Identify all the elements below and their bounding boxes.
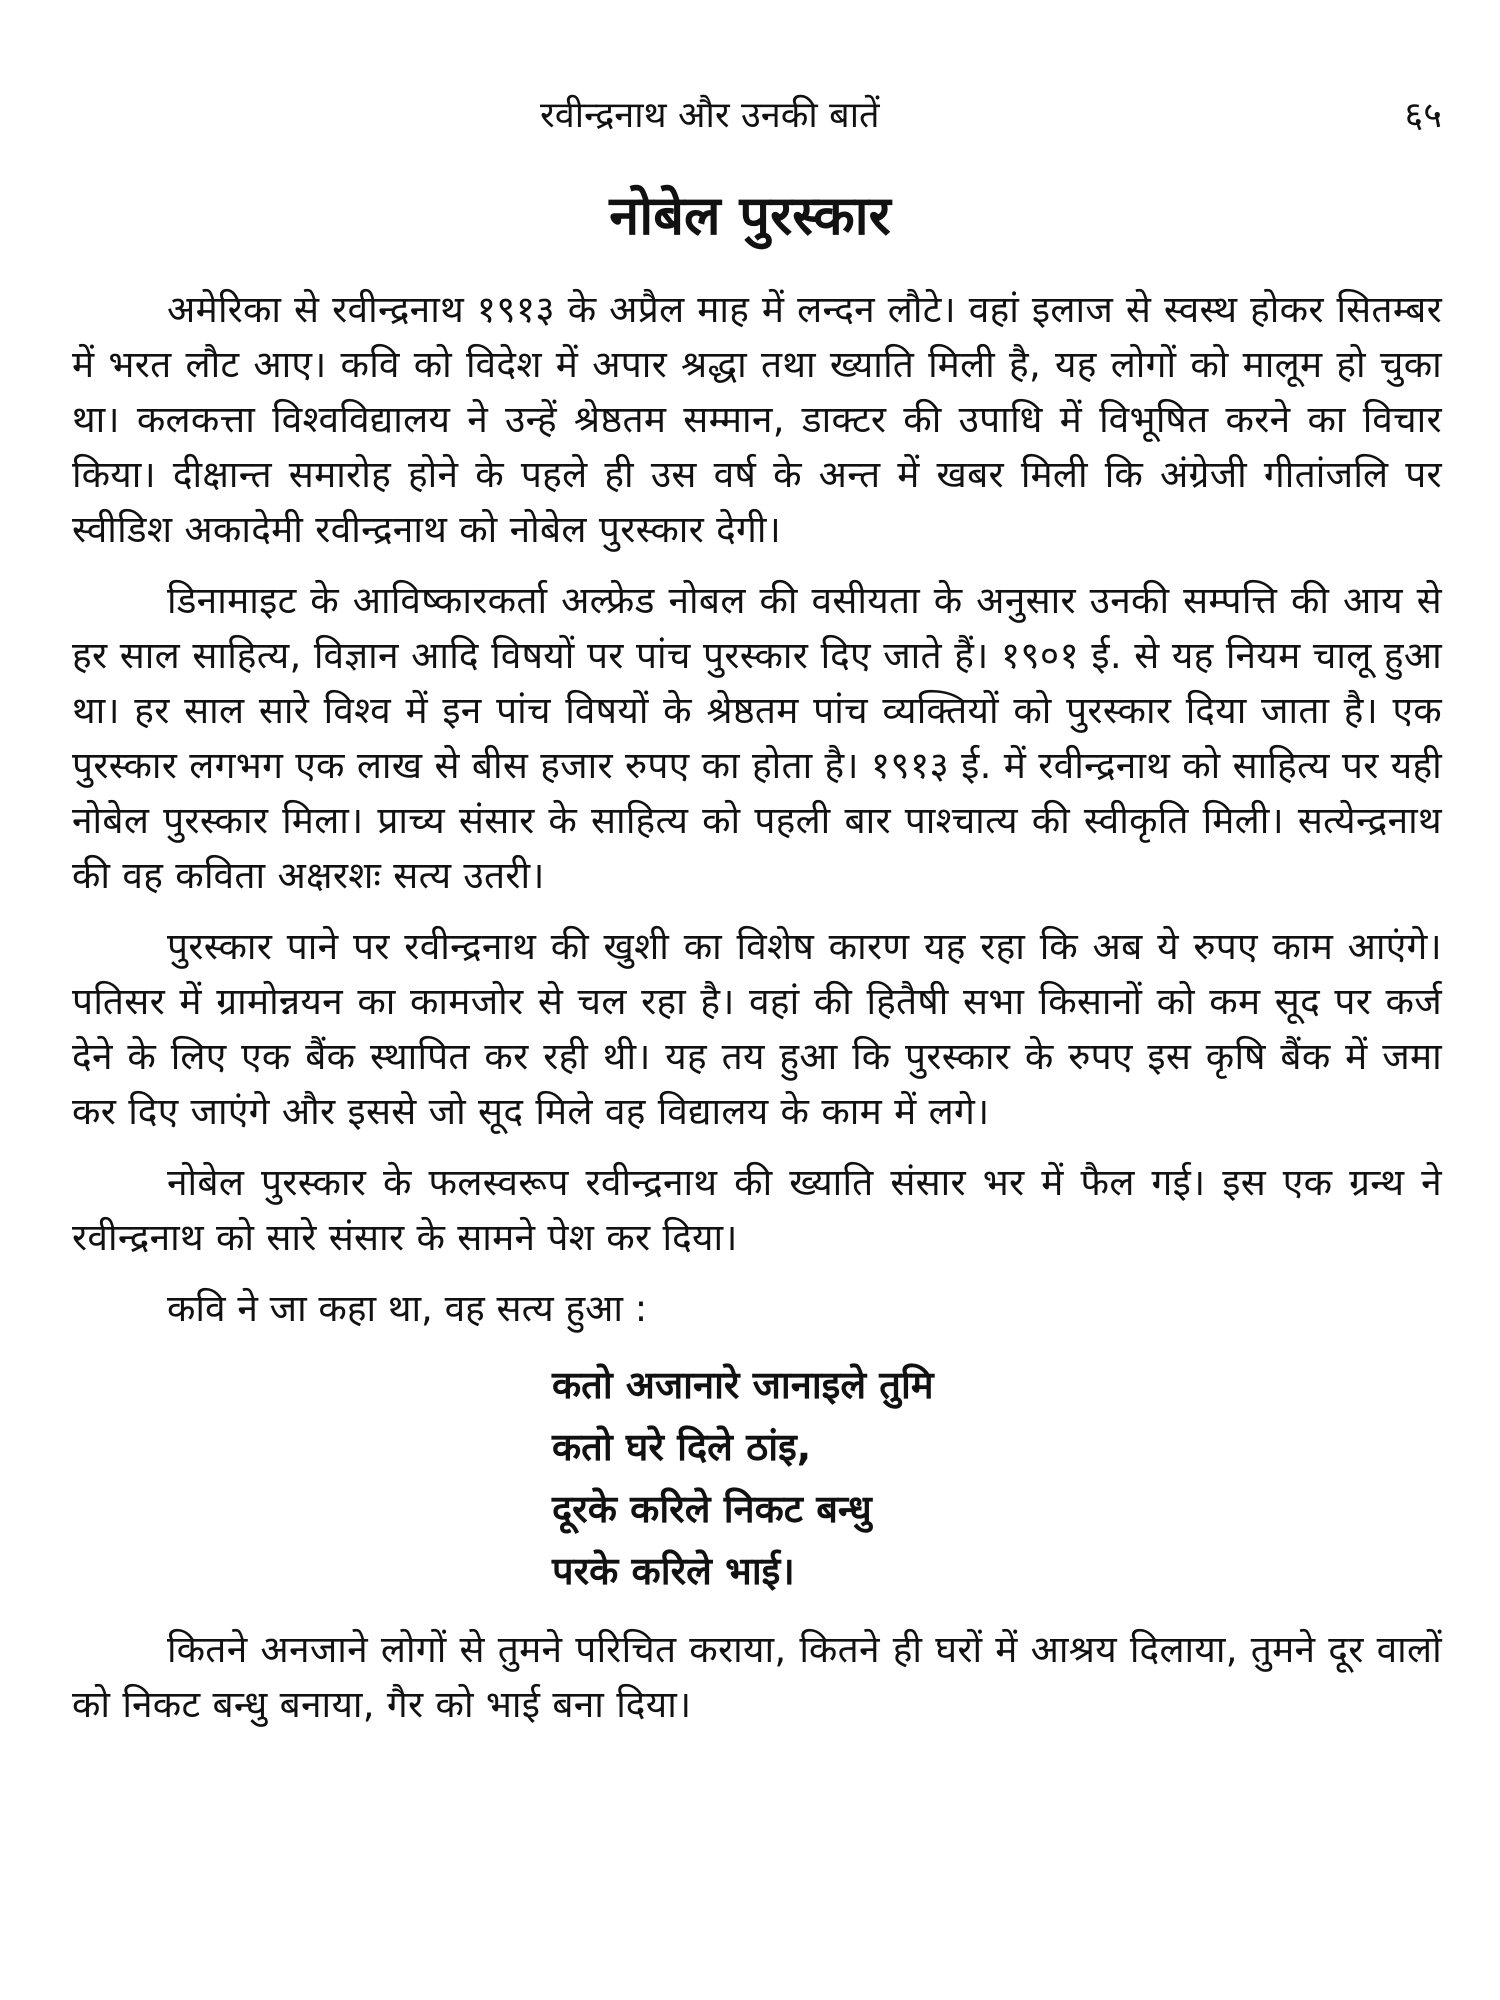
- closing-paragraph: कितने अनजाने लोगों से तुमने परिचित कराया, कितने ही घरों में आश्रय दिलाया, तुमने दूर वालों को निकट बन्धु बनाया, गैर को भाई बना दिया।: [72, 1628, 1442, 1726]
- verse-block: [552, 1354, 1442, 1602]
- verse-line: कतो घरे दिले ठांइ,: [552, 1425, 812, 1469]
- page-number: ६५: [1404, 95, 1442, 136]
- running-header: [0, 92, 1500, 152]
- running-title: रवीन्द्रनाथ और उनकी बातें: [540, 95, 880, 136]
- chapter-title: नोबेल पुरस्कार: [609, 184, 891, 247]
- paragraph-4: नोबेल पुरस्कार के फलस्वरूप रवीन्द्रनाथ की ख्याति संसार भर में फैल गई। इस एक ग्रन्थ ने रवीन्द्रनाथ को सारे संसार के सामने पेश कर दिया।: [72, 1161, 1442, 1259]
- verse-line: परके करिले भाई।: [552, 1549, 795, 1593]
- paragraph-1: अमेरिका से रवीन्द्रनाथ १९१३ के अप्रैल माह में लन्दन लौटे। वहां इलाज से स्वस्थ होकर सितम्बर में भरत लौट आए। कवि को विदेश में अपार श्रद्धा तथा ख्याति मिली है, यह लोगों को मालूम हो चुका था। कलकत्ता विश्वविद्यालय ने उन्हें श्रेष्ठतम सम्मान, डाक्टर की उपाधि में विभूषित करने का विचार किया। दीक्षान्त समारोह होने के पहले ही उस वर्ष के अन्त में खबर मिली कि अंग्रेजी गीतांजलि पर स्वीडिश अकादेमी रवीन्द्रनाथ को नोबेल पुरस्कार देगी।: [72, 288, 1442, 551]
- paragraph-2: डिनामाइट के आविष्कारकर्ता अल्फ्रेड नोबल की वसीयता के अनुसार उनकी सम्पत्ति की आय से हर साल साहित्य, विज्ञान आदि विषयों पर पांच पुरस्कार दिए जाते हैं। १९०१ ई. से यह नियम चालू हुआ था। हर साल सारे विश्व में इन पांच विषयों के श्रेष्ठतम पांच व्यक्तियों को पुरस्कार दिया जाता है। एक पुरस्कार लगभग एक लाख से बीस हजार रुपए का होता है। १९१३ ई. में रवीन्द्रनाथ को साहित्य पर यही नोबेल पुरस्कार मिला। प्राच्य संसार के साहित्य को पहली बार पाश्चात्य की स्वीकृति मिली। सत्येन्द्रनाथ की वह कविता अक्षरशः सत्य उतरी।: [72, 579, 1442, 897]
- body-text: [72, 282, 1442, 1748]
- verse-line: कतो अजानारे जानाइले तुमि: [552, 1363, 934, 1407]
- verse-line: दूरके करिले निकट बन्धु: [552, 1487, 872, 1531]
- paragraph-3: पुरस्कार पाने पर रवीन्द्रनाथ की खुशी का विशेष कारण यह रहा कि अब ये रुपए काम आएंगे। पतिसर में ग्रामोन्नयन का कामजोर से चल रहा है। वहां की हितैषी सभा किसानों को कम सूद पर कर्ज देने के लिए एक बैंक स्थापित कर रही थी। यह तय हुआ कि पुरस्कार के रुपए इस कृषि बैंक में जमा कर दिए जाएंगे और इससे जो सूद मिले वह विद्यालय के काम में लगे।: [72, 925, 1442, 1133]
- verse-intro: कवि ने जा कहा था, वह सत्य हुआ :: [167, 1287, 648, 1330]
